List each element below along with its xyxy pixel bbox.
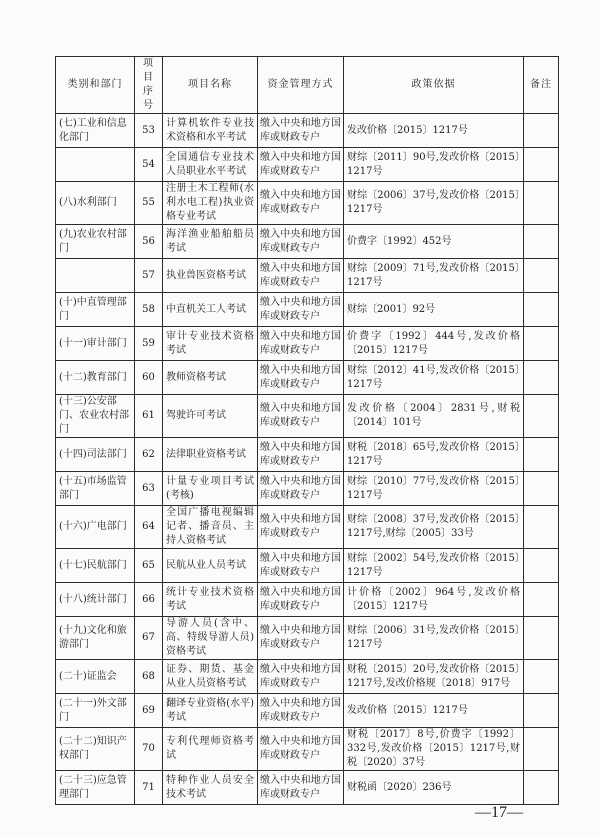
item-number-cell: 67	[135, 617, 163, 660]
table-row	[56, 395, 559, 438]
category-cell: (十一)审计部门	[56, 327, 135, 361]
item-name-cell: 注册土木工程师(水利水电工程)执业资格专业考试	[163, 182, 258, 225]
fund-management-cell: 缴入中央和地方国库或财政专户	[258, 327, 344, 361]
category-cell: (十)中直管理部门	[56, 293, 135, 327]
fund-management-cell: 缴入中央和地方国库或财政专户	[258, 472, 344, 506]
fund-management-cell: 缴入中央和地方国库或财政专户	[258, 182, 344, 225]
fund-management-cell: 缴入中央和地方国库或财政专户	[258, 728, 344, 771]
category-cell: (七)工业和信息化部门	[56, 114, 135, 148]
table-row	[56, 506, 559, 549]
item-name-cell: 教师资格考试	[163, 361, 258, 395]
category-cell: (九)农业农村部门	[56, 225, 135, 259]
fund-management-cell: 缴入中央和地方国库或财政专户	[258, 660, 344, 694]
remarks-cell	[524, 259, 559, 293]
remarks-cell	[524, 694, 559, 728]
fund-management-cell: 缴入中央和地方国库或财政专户	[258, 583, 344, 617]
category-cell: (二十)证监会	[56, 660, 135, 694]
item-number-cell: 55	[135, 182, 163, 225]
header-fund-management: 资金管理方式	[258, 57, 344, 114]
policy-basis-cell: 财综〔2008〕37号,发改价格〔2015〕1217号,财综〔2005〕33号	[344, 506, 524, 549]
policy-basis-cell: 价费字〔1992〕444号,发改价格〔2015〕1217号	[344, 327, 524, 361]
item-name-cell: 驾驶许可考试	[163, 395, 258, 438]
item-name-cell: 计算机软件专业技术资格和水平考试	[163, 114, 258, 148]
category-cell: (十六)广电部门	[56, 506, 135, 549]
item-name-cell: 翻译专业资格(水平)考试	[163, 694, 258, 728]
category-cell	[56, 259, 135, 293]
category-cell: (二十一)外文部门	[56, 694, 135, 728]
category-cell: (十七)民航部门	[56, 549, 135, 583]
policy-basis-cell: 财综〔2012〕41号,发改价格〔2015〕1217号	[344, 361, 524, 395]
item-name-cell: 法律职业资格考试	[163, 438, 258, 472]
table-row	[56, 148, 559, 182]
page-number: —17—	[475, 804, 523, 821]
fund-management-cell: 缴入中央和地方国库或财政专户	[258, 259, 344, 293]
fund-management-cell: 缴入中央和地方国库或财政专户	[258, 225, 344, 259]
remarks-cell	[524, 395, 559, 438]
item-number-cell: 68	[135, 660, 163, 694]
category-cell: (十五)市场监管部门	[56, 472, 135, 506]
item-number-cell: 69	[135, 694, 163, 728]
item-number-cell: 57	[135, 259, 163, 293]
table-row	[56, 293, 559, 327]
table-row	[56, 182, 559, 225]
item-number-cell: 53	[135, 114, 163, 148]
policy-basis-cell: 价费字〔1992〕452号	[344, 225, 524, 259]
item-name-cell: 执业兽医资格考试	[163, 259, 258, 293]
item-number-cell: 58	[135, 293, 163, 327]
item-name-cell: 证券、期货、基金从业人员资格考试	[163, 660, 258, 694]
remarks-cell	[524, 293, 559, 327]
remarks-cell	[524, 771, 559, 805]
table-row	[56, 660, 559, 694]
item-number-cell: 61	[135, 395, 163, 438]
category-cell: (二十三)应急管理部门	[56, 771, 135, 805]
item-name-cell: 全国通信专业技术人员职业水平考试	[163, 148, 258, 182]
item-number-cell: 60	[135, 361, 163, 395]
remarks-cell	[524, 617, 559, 660]
remarks-cell	[524, 438, 559, 472]
remarks-cell	[524, 728, 559, 771]
policy-basis-cell: 计价格〔2002〕964号,发改价格〔2015〕1217号	[344, 583, 524, 617]
header-item-name: 项目名称	[163, 57, 258, 114]
policy-basis-cell: 财综〔2001〕92号	[344, 293, 524, 327]
item-number-cell: 56	[135, 225, 163, 259]
table-row	[56, 259, 559, 293]
remarks-cell	[524, 182, 559, 225]
table-row	[56, 472, 559, 506]
fund-management-cell: 缴入中央和地方国库或财政专户	[258, 617, 344, 660]
fee-items-table	[55, 56, 559, 805]
item-name-cell: 专利代理师资格考试	[163, 728, 258, 771]
item-number-cell: 71	[135, 771, 163, 805]
fund-management-cell: 缴入中央和地方国库或财政专户	[258, 694, 344, 728]
item-number-cell: 62	[135, 438, 163, 472]
item-name-cell: 导游人员(含中、高、特级导游人员)资格考试	[163, 617, 258, 660]
policy-basis-cell: 财税〔2018〕65号,发改价格〔2015〕1217号	[344, 438, 524, 472]
table-row	[56, 361, 559, 395]
header-remarks: 备注	[524, 57, 559, 114]
policy-basis-cell: 财税〔2015〕20号,发改价格〔2015〕1217号,发改价格规〔2018〕917号	[344, 660, 524, 694]
table-row	[56, 327, 559, 361]
fund-management-cell: 缴入中央和地方国库或财政专户	[258, 549, 344, 583]
policy-basis-cell: 财综〔2011〕90号,发改价格〔2015〕1217号	[344, 148, 524, 182]
item-name-cell: 特种作业人员安全技术考试	[163, 771, 258, 805]
policy-basis-cell: 财综〔2006〕37号,发改价格〔2015〕1217号	[344, 182, 524, 225]
category-cell: (十九)文化和旅游部门	[56, 617, 135, 660]
item-name-cell: 计量专业项目考试(考核)	[163, 472, 258, 506]
fund-management-cell: 缴入中央和地方国库或财政专户	[258, 438, 344, 472]
policy-basis-cell: 财综〔2002〕54号,发改价格〔2015〕1217号	[344, 549, 524, 583]
item-number-cell: 63	[135, 472, 163, 506]
policy-basis-cell: 财税〔2017〕8号,价费字〔1992〕332号,发改价格〔2015〕1217号,财税〔2020〕37号	[344, 728, 524, 771]
table-row	[56, 583, 559, 617]
item-number-cell: 70	[135, 728, 163, 771]
category-cell: (十二)教育部门	[56, 361, 135, 395]
table-row	[56, 438, 559, 472]
remarks-cell	[524, 148, 559, 182]
item-number-cell: 54	[135, 148, 163, 182]
item-name-cell: 审计专业技术资格考试	[163, 327, 258, 361]
table-row	[56, 617, 559, 660]
fund-management-cell: 缴入中央和地方国库或财政专户	[258, 395, 344, 438]
category-cell: (十四)司法部门	[56, 438, 135, 472]
table-row	[56, 728, 559, 771]
remarks-cell	[524, 472, 559, 506]
table-row	[56, 225, 559, 259]
item-name-cell: 中直机关工人考试	[163, 293, 258, 327]
header-policy-basis: 政策依据	[344, 57, 524, 114]
fund-management-cell: 缴入中央和地方国库或财政专户	[258, 148, 344, 182]
header-category: 类别和部门	[56, 57, 135, 114]
fund-management-cell: 缴入中央和地方国库或财政专户	[258, 114, 344, 148]
header-row	[56, 57, 559, 114]
item-name-cell: 海洋渔业船舶船员考试	[163, 225, 258, 259]
fund-management-cell: 缴入中央和地方国库或财政专户	[258, 771, 344, 805]
policy-basis-cell: 发改价格〔2015〕1217号	[344, 114, 524, 148]
remarks-cell	[524, 506, 559, 549]
fund-management-cell: 缴入中央和地方国库或财政专户	[258, 293, 344, 327]
table-row	[56, 694, 559, 728]
policy-basis-cell: 财综〔2010〕77号,发改价格〔2015〕1217号	[344, 472, 524, 506]
policy-basis-cell: 发改价格〔2015〕1217号	[344, 694, 524, 728]
item-name-cell: 民航从业人员考试	[163, 549, 258, 583]
policy-basis-cell: 发改价格〔2004〕2831号,财税〔2014〕101号	[344, 395, 524, 438]
item-number-cell: 64	[135, 506, 163, 549]
category-cell: (二十二)知识产权部门	[56, 728, 135, 771]
category-cell: (八)水利部门	[56, 182, 135, 225]
table-row	[56, 114, 559, 148]
category-cell: (十八)统计部门	[56, 583, 135, 617]
policy-basis-cell: 财综〔2006〕31号,发改价格〔2015〕1217号	[344, 617, 524, 660]
remarks-cell	[524, 114, 559, 148]
item-name-cell: 统计专业技术资格考试	[163, 583, 258, 617]
item-number-cell: 59	[135, 327, 163, 361]
remarks-cell	[524, 361, 559, 395]
fund-management-cell: 缴入中央和地方国库或财政专户	[258, 361, 344, 395]
remarks-cell	[524, 549, 559, 583]
remarks-cell	[524, 583, 559, 617]
table-row	[56, 549, 559, 583]
remarks-cell	[524, 660, 559, 694]
category-cell	[56, 148, 135, 182]
item-number-cell: 65	[135, 549, 163, 583]
item-number-cell: 66	[135, 583, 163, 617]
remarks-cell	[524, 327, 559, 361]
fund-management-cell: 缴入中央和地方国库或财政专户	[258, 506, 344, 549]
table-row	[56, 771, 559, 805]
remarks-cell	[524, 225, 559, 259]
header-item-number: 项目序号	[135, 57, 163, 114]
policy-basis-cell: 财综〔2009〕71号,发改价格〔2015〕1217号	[344, 259, 524, 293]
category-cell: (十三)公安部门、农业农村部门	[56, 395, 135, 438]
item-name-cell: 全国广播电视编辑记者、播音员、主持人资格考试	[163, 506, 258, 549]
policy-basis-cell: 财税函〔2020〕236号	[344, 771, 524, 805]
